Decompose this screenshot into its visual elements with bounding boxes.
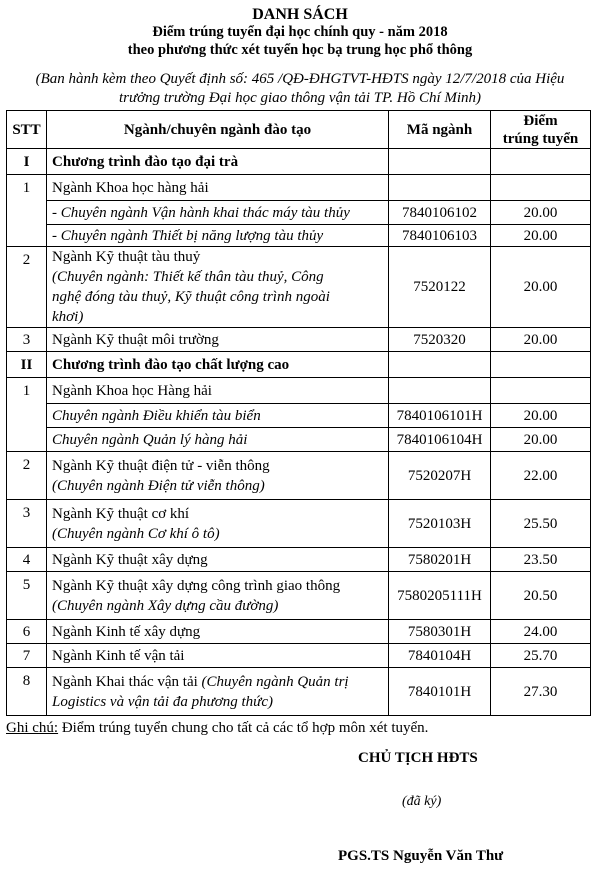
row-stt: 7 — [7, 644, 47, 668]
document-subtitle-2: theo phương thức xét tuyển học bạ trung học phổ thông — [127, 42, 473, 58]
row-chuyen-nganh-line-1: (Chuyên ngành Quản trị — [201, 673, 349, 690]
row-stt: 2 — [7, 247, 47, 328]
row-nganh — [47, 572, 389, 620]
table-row — [7, 201, 591, 225]
row-chuyen-nganh-line-2: nghệ đóng tàu thuỷ, Kỹ thuật công trình ngoài — [52, 289, 330, 305]
table-row — [7, 175, 591, 201]
header-diem-line-2: trúng tuyển — [502, 130, 579, 147]
row-chuyen-nganh: (Chuyên ngành Cơ khí ô tô) — [52, 525, 220, 542]
header-ma-nganh: Mã ngành — [389, 111, 491, 149]
row-stt: 8 — [7, 668, 47, 716]
row-diem: 20.00 — [491, 404, 591, 428]
row-stt: 1 — [7, 175, 47, 247]
row-ma-nganh: 7840101H — [389, 668, 491, 716]
table-row — [7, 500, 591, 548]
row-diem: 25.70 — [491, 644, 591, 668]
row-nganh — [47, 247, 389, 328]
row-chuyen-nganh-line-2: Logistics và vận tải đa phương thức) — [52, 693, 274, 710]
row-ma-nganh: 7580301H — [389, 620, 491, 644]
section-name: Chương trình đào tạo đại trà — [47, 149, 389, 175]
table-row — [7, 620, 591, 644]
empty-cell — [491, 149, 591, 175]
document-subtitle: Điểm trúng tuyển đại học chính quy - năm 2018 — [152, 24, 448, 40]
row-diem: 20.00 — [491, 201, 591, 225]
row-chuyen-nganh: Chuyên ngành Quản lý hàng hải — [47, 428, 389, 452]
signer-title: CHỦ TỊCH HĐTS — [358, 750, 478, 766]
document-title: DANH SÁCH — [252, 6, 348, 23]
row-diem: 20.00 — [491, 247, 591, 328]
table-row — [7, 378, 591, 404]
header-nganh: Ngành/chuyên ngành đào tạo — [47, 111, 389, 149]
row-ma-nganh: 7520103H — [389, 500, 491, 548]
row-chuyen-nganh: - Chuyên ngành Vận hành khai thác máy tàu thủy — [47, 201, 389, 225]
row-ma-nganh: 7580201H — [389, 548, 491, 572]
row-nganh — [47, 500, 389, 548]
section-stt: II — [7, 352, 47, 378]
row-chuyen-nganh: (Chuyên ngành Xây dựng cầu đường) — [52, 597, 279, 614]
decision-reference — [0, 70, 600, 108]
row-nganh-name: Ngành Kỹ thuật điện tử - viễn thông — [52, 457, 270, 474]
row-nganh-name: Ngành Kỹ thuật tàu thuỷ — [52, 249, 201, 265]
row-nganh-name: Ngành Khai thác vận tải — [52, 673, 202, 690]
section-row — [7, 352, 591, 378]
row-nganh: Ngành Khoa học Hàng hải — [47, 378, 389, 404]
row-stt: 3 — [7, 500, 47, 548]
row-nganh: Ngành Kỹ thuật xây dựng — [47, 548, 389, 572]
footnote-label: Ghi chú: — [6, 720, 59, 736]
row-stt: 2 — [7, 452, 47, 500]
row-stt: 1 — [7, 378, 47, 452]
row-diem: 22.00 — [491, 452, 591, 500]
row-ma-nganh: 7840106102 — [389, 201, 491, 225]
row-diem: 20.00 — [491, 328, 591, 352]
row-nganh: Ngành Kinh tế xây dựng — [47, 620, 389, 644]
row-ma-nganh: 7840106101H — [389, 404, 491, 428]
table-row — [7, 225, 591, 247]
row-diem: 20.00 — [491, 428, 591, 452]
row-chuyen-nganh-line-3: khơi) — [52, 309, 84, 325]
table-row — [7, 428, 591, 452]
row-diem: 24.00 — [491, 620, 591, 644]
footnote-text: Điểm trúng tuyển chung cho tất cả các tổ hợp môn xét tuyển. — [58, 720, 429, 736]
empty-cell — [389, 378, 491, 404]
table-row — [7, 452, 591, 500]
row-ma-nganh: 7520320 — [389, 328, 491, 352]
row-ma-nganh: 7840104H — [389, 644, 491, 668]
table-row — [7, 247, 591, 328]
decision-reference-line-2: trưởng trường Đại học giao thông vận tải TP. Hồ Chí Minh) — [118, 90, 482, 106]
row-nganh: Ngành Kinh tế vận tải — [47, 644, 389, 668]
header-diem — [491, 111, 591, 149]
row-nganh-name: Ngành Kỹ thuật cơ khí — [52, 505, 190, 522]
table-row — [7, 644, 591, 668]
table-row — [7, 572, 591, 620]
row-ma-nganh: 7520207H — [389, 452, 491, 500]
row-ma-nganh: 7520122 — [389, 247, 491, 328]
table-row — [7, 668, 591, 716]
signed-mark: (đã ký) — [402, 794, 442, 809]
row-diem: 27.30 — [491, 668, 591, 716]
row-ma-nganh: 7840106103 — [389, 225, 491, 247]
table-row — [7, 328, 591, 352]
row-diem: 20.50 — [491, 572, 591, 620]
footnote — [6, 720, 428, 737]
row-nganh: Ngành Khoa học hàng hải — [47, 175, 389, 201]
header-diem-line-1: Điểm — [523, 112, 558, 129]
row-diem: 23.50 — [491, 548, 591, 572]
table-header-row — [7, 111, 591, 149]
row-chuyen-nganh-line-1: (Chuyên ngành: Thiết kế thân tàu thuỷ, Công — [52, 269, 324, 285]
signer-name: PGS.TS Nguyễn Văn Thư — [338, 848, 504, 864]
row-stt: 6 — [7, 620, 47, 644]
row-nganh: Ngành Kỹ thuật môi trường — [47, 328, 389, 352]
empty-cell — [491, 175, 591, 201]
row-nganh — [47, 668, 389, 716]
section-stt: I — [7, 149, 47, 175]
admission-scores-table — [6, 110, 591, 716]
row-chuyen-nganh: Chuyên ngành Điều khiển tàu biển — [47, 404, 389, 428]
row-stt: 4 — [7, 548, 47, 572]
row-stt: 5 — [7, 572, 47, 620]
section-row — [7, 149, 591, 175]
empty-cell — [389, 175, 491, 201]
row-diem: 25.50 — [491, 500, 591, 548]
empty-cell — [491, 378, 591, 404]
row-nganh — [47, 452, 389, 500]
empty-cell — [389, 149, 491, 175]
row-nganh-name: Ngành Kỹ thuật xây dựng công trình giao thông — [52, 577, 341, 594]
empty-cell — [389, 352, 491, 378]
decision-reference-line-1: (Ban hành kèm theo Quyết định số: 465 /QĐ-ĐHGTVT-HĐTS ngày 12/7/2018 của Hiệu — [35, 71, 565, 87]
table-row — [7, 404, 591, 428]
row-chuyen-nganh: - Chuyên ngành Thiết bị năng lượng tàu thủy — [47, 225, 389, 247]
row-chuyen-nganh: (Chuyên ngành Điện tử viễn thông) — [52, 477, 265, 494]
section-name: Chương trình đào tạo chất lượng cao — [47, 352, 389, 378]
row-ma-nganh: 7580205111H — [389, 572, 491, 620]
row-ma-nganh: 7840106104H — [389, 428, 491, 452]
table-row — [7, 548, 591, 572]
row-stt: 3 — [7, 328, 47, 352]
empty-cell — [491, 352, 591, 378]
row-diem: 20.00 — [491, 225, 591, 247]
header-stt: STT — [7, 111, 47, 149]
